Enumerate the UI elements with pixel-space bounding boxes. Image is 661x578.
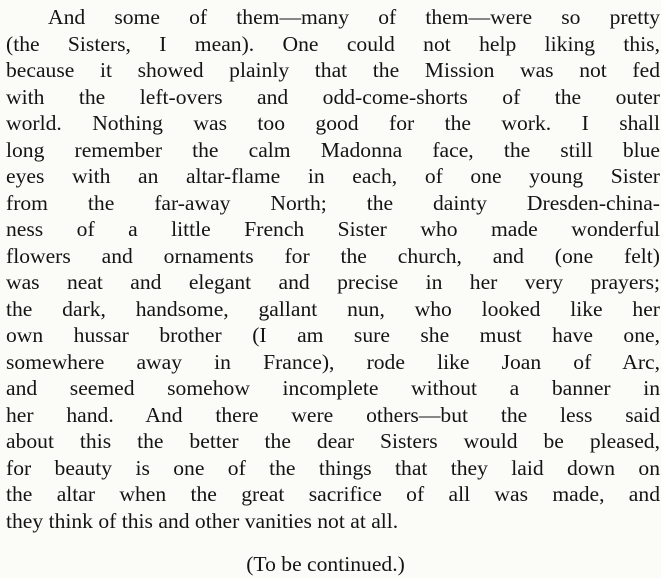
paragraph-line: (the Sisters, I mean). One could not help liking this, [6, 31, 660, 56]
paragraph-line: flowers and ornaments for the church, and (one felt) [6, 243, 660, 268]
paragraph-line: the altar when the great sacrifice of all was made, and [6, 482, 660, 506]
body-paragraph [6, 4, 660, 534]
paragraph-line: her hand. And there were others—but the less said [6, 402, 660, 427]
paragraph-line: ness of a little French Sister who made wonderful [6, 217, 660, 241]
to-be-continued-note: (To be continued.) [246, 552, 405, 576]
paragraph-line: with the left-overs and odd-come-shorts of the outer [6, 84, 660, 109]
paragraph-line: was neat and elegant and precise in her very prayers; [6, 270, 660, 294]
paragraph-line: And some of them—many of them—were so pretty [48, 5, 660, 29]
paragraph-line: own hussar brother (I am sure she must have one, [6, 323, 660, 347]
paragraph-line: eyes with an altar-flame in each, of one young Sister [6, 164, 660, 188]
paragraph-line: they think of this and other vanities not at all. [6, 508, 399, 533]
paragraph-line: world. Nothing was too good for the work. I shall [6, 111, 660, 135]
paragraph-line: for beauty is one of the things that they laid down on [6, 455, 660, 480]
paragraph-line: from the far-away North; the dainty Dresden-china- [6, 190, 660, 215]
paragraph-line: somewhere away in France), rode like Joan of Arc, [6, 349, 660, 374]
paragraph-line: about this the better the dear Sisters would be pleased, [6, 429, 660, 453]
paragraph-line: because it showed plainly that the Mission was not fed [6, 58, 660, 82]
paragraph-line: the dark, handsome, gallant nun, who looked like her [6, 296, 660, 321]
paragraph-line: and seemed somehow incomplete without a banner in [6, 376, 660, 400]
paragraph-line: long remember the calm Madonna face, the still blue [6, 137, 660, 162]
